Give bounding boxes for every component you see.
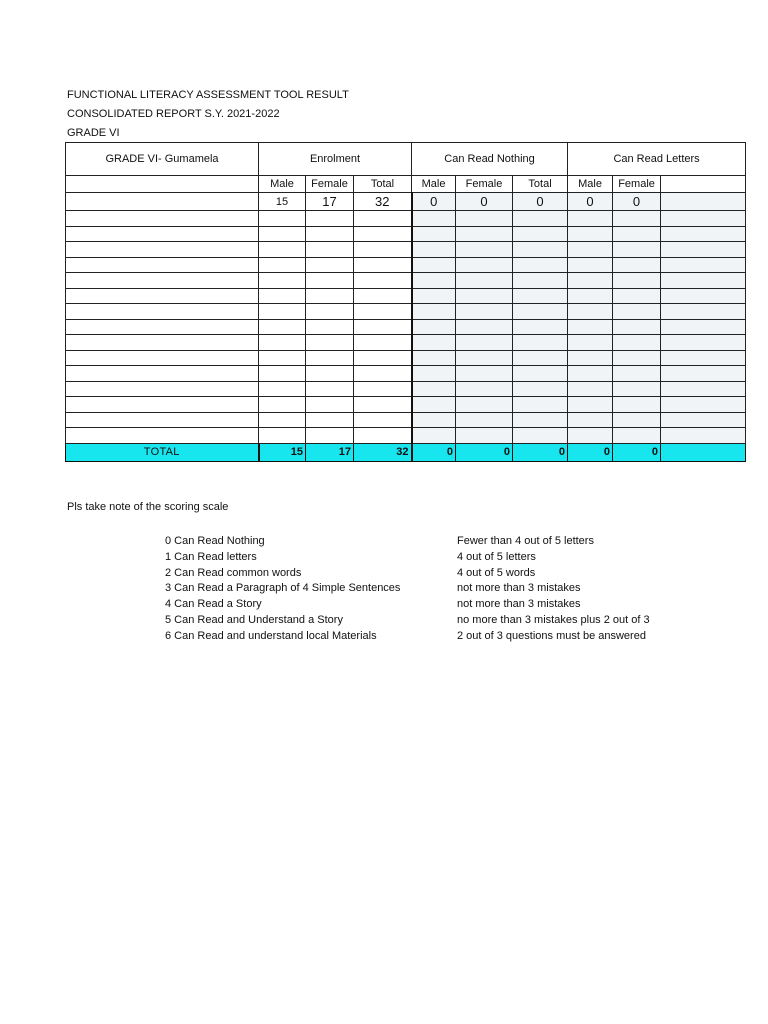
table-cell[interactable] — [259, 288, 306, 304]
table-cell[interactable] — [568, 319, 613, 335]
table-cell[interactable] — [568, 335, 613, 351]
table-cell[interactable] — [354, 304, 412, 320]
subheader-cell[interactable]: Female — [613, 176, 661, 193]
report-title: FUNCTIONAL LITERACY ASSESSMENT TOOL RESULT — [67, 89, 349, 101]
subheader-cell[interactable] — [661, 176, 746, 193]
table-cell[interactable] — [354, 257, 412, 273]
table-cell[interactable] — [613, 257, 661, 273]
table-cell[interactable] — [259, 397, 306, 413]
subheader-cell[interactable]: Male — [259, 176, 306, 193]
grade-label: GRADE VI — [67, 127, 120, 139]
table-row — [66, 288, 746, 304]
table-cell[interactable] — [259, 412, 306, 428]
table-cell[interactable] — [66, 211, 259, 227]
table-cell[interactable] — [354, 412, 412, 428]
scoring-scale-levels — [165, 534, 400, 645]
table-cell[interactable] — [661, 428, 746, 444]
table-cell[interactable] — [613, 288, 661, 304]
table-cell[interactable] — [613, 226, 661, 242]
table-cell[interactable] — [66, 412, 259, 428]
table-cell[interactable] — [513, 366, 568, 382]
table-cell[interactable] — [513, 381, 568, 397]
group-header-enrolment[interactable]: Enrolment — [259, 143, 412, 176]
table-cell[interactable]: 32 — [354, 193, 412, 211]
empty-rows — [66, 211, 746, 444]
table-cell[interactable] — [306, 242, 354, 258]
scoring-note: Pls take note of the scoring scale — [67, 501, 229, 513]
table-cell[interactable] — [66, 242, 259, 258]
table-cell[interactable] — [661, 366, 746, 382]
table-cell[interactable] — [456, 304, 513, 320]
table-cell[interactable] — [613, 211, 661, 227]
subheader-cell[interactable]: Total — [513, 176, 568, 193]
scale-criteria: not more than 3 mistakes — [457, 582, 581, 595]
scale-level: 5 Can Read and Understand a Story — [165, 613, 343, 626]
table-row — [66, 242, 746, 258]
table-cell[interactable] — [568, 366, 613, 382]
table-cell[interactable] — [66, 193, 259, 211]
table-cell[interactable] — [66, 366, 259, 382]
table-row — [66, 273, 746, 289]
table-cell[interactable] — [354, 226, 412, 242]
table-cell[interactable] — [513, 335, 568, 351]
table-cell[interactable] — [66, 226, 259, 242]
table-cell[interactable] — [354, 335, 412, 351]
table-cell[interactable] — [354, 288, 412, 304]
table-cell[interactable] — [513, 211, 568, 227]
subheader-cell[interactable]: Male — [568, 176, 613, 193]
total-cell[interactable] — [661, 443, 746, 461]
table-cell[interactable] — [354, 242, 412, 258]
table-cell[interactable] — [306, 412, 354, 428]
table-cell[interactable] — [513, 350, 568, 366]
table-cell[interactable] — [456, 242, 513, 258]
table-cell[interactable] — [412, 381, 456, 397]
table-cell[interactable] — [66, 257, 259, 273]
table-cell[interactable] — [354, 397, 412, 413]
table-row — [66, 366, 746, 382]
table-cell[interactable] — [456, 226, 513, 242]
subheader-blank[interactable] — [66, 176, 259, 193]
table-row — [66, 335, 746, 351]
table-cell[interactable] — [259, 273, 306, 289]
table-cell[interactable] — [259, 335, 306, 351]
table-cell[interactable] — [259, 226, 306, 242]
table-cell[interactable] — [66, 381, 259, 397]
table-cell[interactable] — [259, 211, 306, 227]
table-cell[interactable] — [568, 428, 613, 444]
table-cell[interactable] — [456, 335, 513, 351]
table-cell[interactable] — [259, 304, 306, 320]
table-cell[interactable] — [412, 397, 456, 413]
table-cell[interactable] — [66, 350, 259, 366]
table-row — [66, 428, 746, 444]
table-cell[interactable] — [412, 366, 456, 382]
table-cell[interactable] — [661, 335, 746, 351]
table-cell[interactable] — [306, 273, 354, 289]
total-cell[interactable]: 0 — [513, 443, 568, 461]
table-cell[interactable] — [568, 226, 613, 242]
table-cell[interactable] — [306, 350, 354, 366]
table-cell[interactable] — [456, 257, 513, 273]
table-cell[interactable] — [613, 412, 661, 428]
table-cell[interactable] — [568, 288, 613, 304]
subheader-row — [66, 176, 746, 193]
table-cell[interactable] — [66, 304, 259, 320]
total-cell[interactable]: 0 — [568, 443, 613, 461]
table-cell[interactable] — [568, 211, 613, 227]
table-cell[interactable] — [661, 350, 746, 366]
subheader-cell[interactable]: Total — [354, 176, 412, 193]
table-cell[interactable] — [613, 366, 661, 382]
table-cell[interactable] — [568, 304, 613, 320]
table-cell[interactable] — [306, 304, 354, 320]
table-cell[interactable] — [259, 257, 306, 273]
table-cell[interactable] — [259, 319, 306, 335]
table-cell[interactable] — [412, 288, 456, 304]
table-cell[interactable] — [613, 397, 661, 413]
table-cell[interactable]: 0 — [412, 193, 456, 211]
table-cell[interactable]: 0 — [456, 193, 513, 211]
scale-level: 0 Can Read Nothing — [165, 535, 265, 547]
table-cell[interactable] — [456, 397, 513, 413]
table-cell[interactable] — [513, 304, 568, 320]
table-cell[interactable] — [354, 350, 412, 366]
table-cell[interactable] — [354, 211, 412, 227]
table-cell[interactable] — [513, 257, 568, 273]
subheader-cell[interactable]: Female — [306, 176, 354, 193]
table-cell[interactable] — [306, 335, 354, 351]
table-cell[interactable] — [66, 273, 259, 289]
table-cell[interactable] — [456, 412, 513, 428]
scale-criteria: 2 out of 3 questions must be answered — [457, 629, 646, 642]
table-cell[interactable]: 17 — [306, 193, 354, 211]
table-cell[interactable] — [661, 397, 746, 413]
total-cell[interactable]: 32 — [354, 443, 412, 461]
table-cell[interactable] — [661, 211, 746, 227]
table-cell[interactable] — [259, 350, 306, 366]
table-cell[interactable] — [66, 288, 259, 304]
table-cell[interactable] — [306, 257, 354, 273]
scale-level: 4 Can Read a Story — [165, 598, 262, 611]
table-cell[interactable] — [568, 350, 613, 366]
table-cell[interactable] — [513, 412, 568, 428]
section-label-cell[interactable]: GRADE VI- Gumamela — [66, 143, 259, 176]
table-cell[interactable] — [259, 381, 306, 397]
total-cell[interactable]: 15 — [259, 443, 306, 461]
table-cell[interactable] — [412, 273, 456, 289]
table-cell[interactable] — [354, 273, 412, 289]
table-cell[interactable] — [661, 257, 746, 273]
table-cell[interactable] — [412, 226, 456, 242]
scoring-scale-criteria — [457, 534, 660, 645]
table-cell[interactable] — [513, 273, 568, 289]
scale-criteria: Fewer than 4 out of 5 letters — [457, 535, 594, 547]
table-cell[interactable] — [412, 211, 456, 227]
table-cell[interactable] — [568, 412, 613, 428]
table-cell[interactable] — [513, 397, 568, 413]
table-cell[interactable]: 15 — [259, 193, 306, 211]
subheader-cell[interactable]: Female — [456, 176, 513, 193]
table-cell[interactable] — [661, 273, 746, 289]
table-row — [66, 211, 746, 227]
table-row — [66, 350, 746, 366]
table-cell[interactable] — [412, 412, 456, 428]
scale-level: 2 Can Read common words — [165, 566, 302, 579]
table-cell[interactable] — [513, 242, 568, 258]
table-cell[interactable] — [613, 350, 661, 366]
table-cell[interactable] — [412, 335, 456, 351]
table-cell[interactable]: 0 — [613, 193, 661, 211]
table-cell[interactable] — [66, 319, 259, 335]
table-cell[interactable] — [513, 428, 568, 444]
table-row — [66, 226, 746, 242]
scale-criteria: 4 out of 5 words — [457, 566, 536, 579]
table-cell[interactable] — [568, 257, 613, 273]
table-cell[interactable] — [412, 242, 456, 258]
table-cell[interactable] — [354, 319, 412, 335]
table-cell[interactable] — [456, 366, 513, 382]
table-cell[interactable] — [661, 319, 746, 335]
table-cell[interactable] — [513, 226, 568, 242]
scale-criteria: 4 out of 5 letters — [457, 550, 536, 563]
group-header-can-read-nothing[interactable]: Can Read Nothing — [412, 143, 568, 176]
report-subtitle: CONSOLIDATED REPORT S.Y. 2021-2022 — [67, 108, 280, 120]
table-cell[interactable] — [456, 288, 513, 304]
table-cell[interactable] — [456, 350, 513, 366]
table-cell[interactable]: 0 — [568, 193, 613, 211]
total-cell[interactable]: 0 — [456, 443, 513, 461]
table-cell[interactable] — [259, 428, 306, 444]
table-cell[interactable] — [306, 288, 354, 304]
table-cell[interactable] — [306, 366, 354, 382]
spreadsheet-area — [65, 142, 700, 464]
table-cell[interactable] — [412, 304, 456, 320]
table-cell[interactable] — [661, 288, 746, 304]
table-cell[interactable] — [568, 381, 613, 397]
scale-level: 1 Can Read letters — [165, 550, 257, 563]
literacy-table — [65, 142, 746, 462]
table-cell[interactable] — [306, 211, 354, 227]
table-cell[interactable] — [613, 273, 661, 289]
total-cell[interactable]: 0 — [613, 443, 661, 461]
table-cell[interactable] — [66, 335, 259, 351]
table-cell[interactable] — [661, 412, 746, 428]
table-cell[interactable] — [456, 381, 513, 397]
table-row — [66, 381, 746, 397]
table-cell[interactable] — [306, 428, 354, 444]
scale-level: 3 Can Read a Paragraph of 4 Simple Sentences — [165, 582, 401, 595]
table-cell[interactable] — [568, 273, 613, 289]
table-cell[interactable] — [354, 381, 412, 397]
table-cell[interactable] — [456, 211, 513, 227]
table-cell[interactable] — [354, 366, 412, 382]
table-cell[interactable] — [456, 273, 513, 289]
table-cell[interactable] — [568, 242, 613, 258]
table-cell[interactable] — [661, 226, 746, 242]
group-header-row — [66, 143, 746, 176]
scale-criteria: no more than 3 mistakes plus 2 out of 3 — [457, 613, 650, 626]
table-cell[interactable] — [259, 366, 306, 382]
table-cell[interactable] — [513, 319, 568, 335]
table-cell[interactable]: 0 — [513, 193, 568, 211]
table-row — [66, 319, 746, 335]
table-cell[interactable] — [456, 319, 513, 335]
subheader-cell[interactable]: Male — [412, 176, 456, 193]
table-cell[interactable] — [661, 193, 746, 211]
table-cell[interactable] — [613, 304, 661, 320]
table-cell[interactable] — [306, 319, 354, 335]
table-cell[interactable] — [412, 257, 456, 273]
table-cell[interactable] — [354, 428, 412, 444]
table-cell[interactable] — [613, 335, 661, 351]
table-row — [66, 304, 746, 320]
table-cell[interactable] — [613, 319, 661, 335]
table-cell[interactable] — [412, 350, 456, 366]
table-cell[interactable] — [568, 397, 613, 413]
table-row — [66, 397, 746, 413]
group-header-can-read-letters[interactable]: Can Read Letters — [568, 143, 746, 176]
table-cell[interactable] — [412, 319, 456, 335]
total-cell[interactable]: 17 — [306, 443, 354, 461]
total-label[interactable]: TOTAL — [66, 443, 259, 461]
table-row — [66, 412, 746, 428]
table-cell[interactable] — [412, 428, 456, 444]
scale-criteria: not more than 3 mistakes — [457, 598, 581, 611]
table-cell[interactable] — [613, 242, 661, 258]
scale-level: 6 Can Read and understand local Materials — [165, 629, 377, 642]
table-cell[interactable] — [613, 428, 661, 444]
table-cell[interactable] — [661, 242, 746, 258]
table-cell[interactable] — [513, 288, 568, 304]
table-cell[interactable] — [613, 381, 661, 397]
table-cell[interactable] — [66, 397, 259, 413]
table-cell[interactable] — [456, 428, 513, 444]
table-cell[interactable] — [661, 304, 746, 320]
table-cell[interactable] — [306, 381, 354, 397]
table-row — [66, 257, 746, 273]
total-row — [66, 443, 746, 461]
table-cell[interactable] — [66, 428, 259, 444]
table-cell[interactable] — [306, 397, 354, 413]
table-cell[interactable] — [661, 381, 746, 397]
total-cell[interactable]: 0 — [412, 443, 456, 461]
table-cell[interactable] — [306, 226, 354, 242]
table-cell[interactable] — [259, 242, 306, 258]
table-row — [66, 193, 746, 211]
